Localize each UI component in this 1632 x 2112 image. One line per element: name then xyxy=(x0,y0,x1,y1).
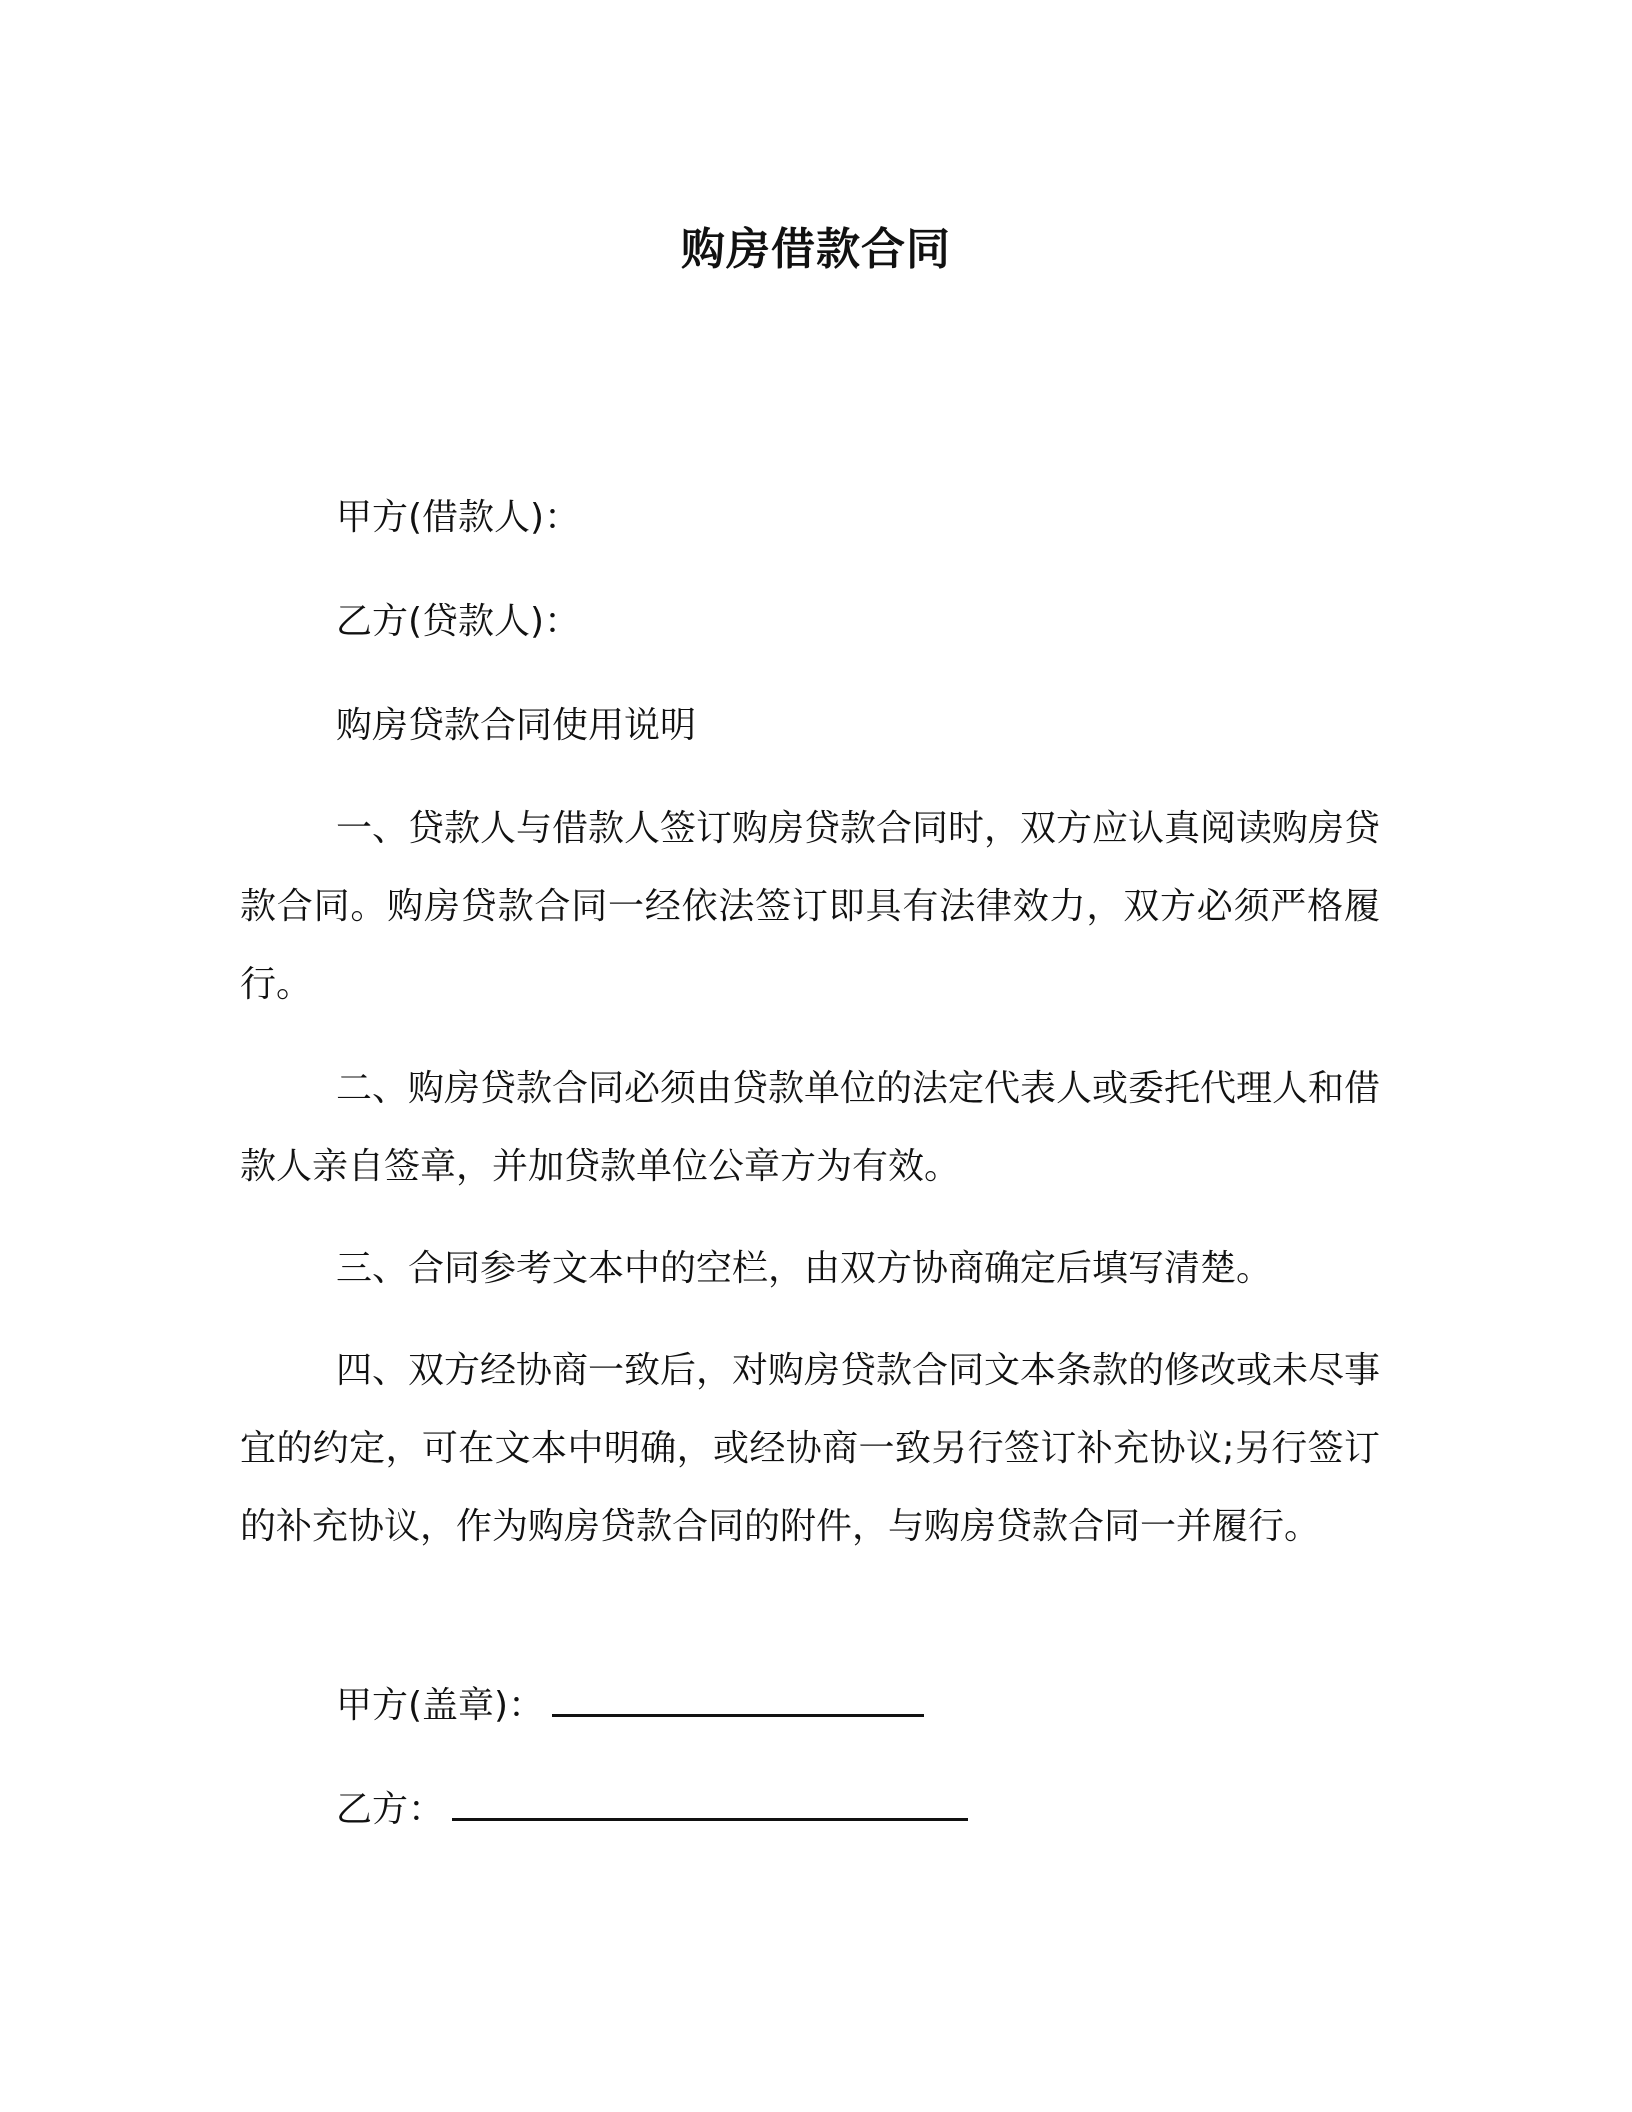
clause-1: 一、贷款人与借款人签订购房贷款合同时，双方应认真阅读购房贷款合同。购房贷款合同一经依法签订即具有法律效力，双方必须严格履行。 xyxy=(240,808,1381,1005)
signature-b-field[interactable] xyxy=(452,1788,968,1821)
instructions-heading: 购房贷款合同使用说明 xyxy=(336,705,697,746)
signature-b-label: 乙方： xyxy=(336,1789,445,1830)
clause-4: 四、双方经协商一致后，对购房贷款合同文本条款的修改或未尽事宜的约定，可在文本中明确，或经协商一致另行签订补充协议;另行签订的补充协议，作为购房贷款合同的附件，与购房贷款合同一并履行。 xyxy=(240,1350,1381,1547)
clause-3: 三、合同参考文本中的空栏，由双方协商确定后填写清楚。 xyxy=(336,1248,1273,1289)
signature-b-row xyxy=(336,1786,968,1834)
signature-a-field[interactable] xyxy=(552,1684,924,1717)
clause-2: 二、购房贷款合同必须由贷款单位的法定代表人或委托代理人和借款人亲自签章，并加贷款单位公章方为有效。 xyxy=(240,1068,1381,1187)
signature-a-row xyxy=(336,1682,924,1730)
document-title: 购房借款合同 xyxy=(681,224,951,275)
party-b-label: 乙方(贷款人)： xyxy=(336,601,581,642)
signature-a-label: 甲方(盖章)： xyxy=(336,1685,545,1726)
party-a-label: 甲方(借款人)： xyxy=(336,497,581,538)
